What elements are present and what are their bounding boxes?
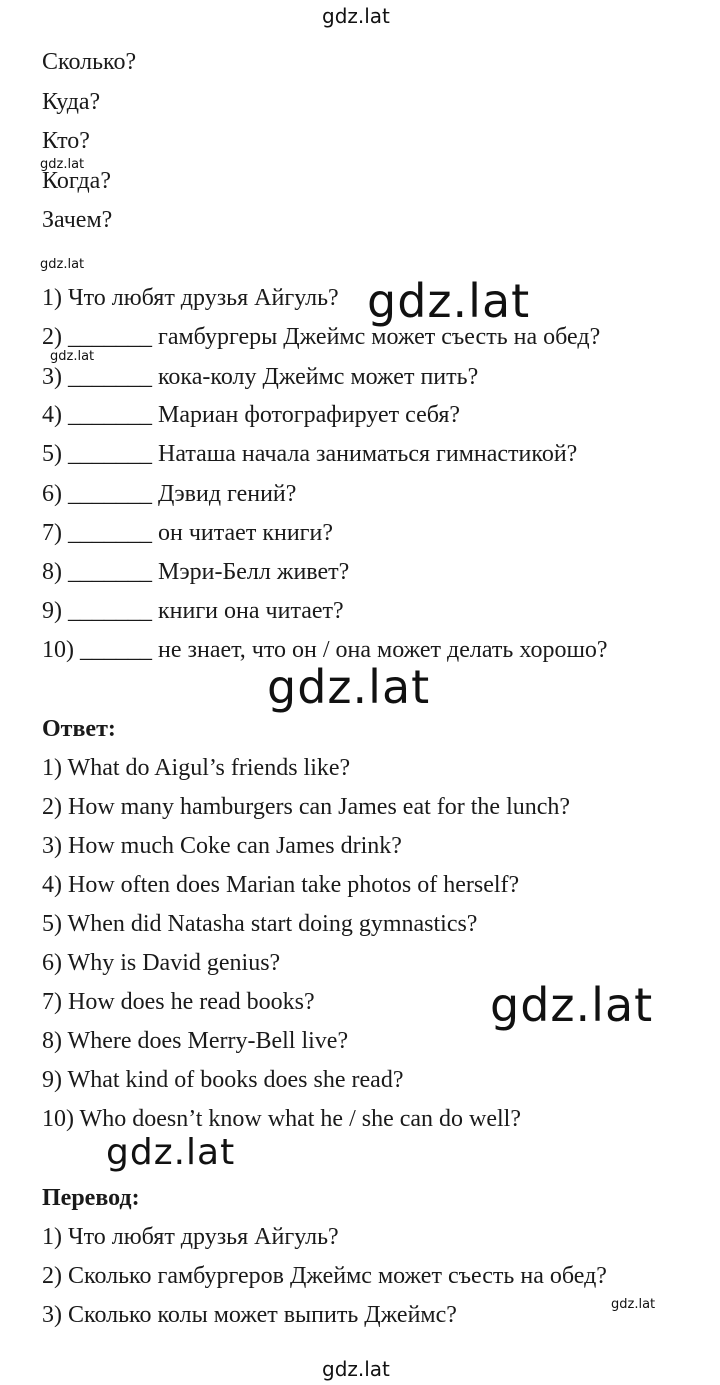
watermark-large-2: gdz.lat [267, 660, 431, 714]
watermark-large-4: gdz.lat [106, 1132, 236, 1173]
watermark-small-2: gdz.lat [40, 257, 85, 272]
answer-item: 6) Why is David genius? [42, 950, 281, 976]
question-word: Сколько? [42, 49, 137, 75]
question-word: Когда? [42, 168, 111, 194]
answer-item: 8) Where does Merry-Bell live? [42, 1028, 349, 1054]
exercise-item: 7) _______ он читает книги? [42, 520, 334, 546]
watermark-large-3: gdz.lat [490, 978, 654, 1032]
watermark-small-4: gdz.lat [611, 1297, 656, 1312]
exercise-item: 1) Что любят друзья Айгуль? [42, 285, 339, 311]
exercise-item: 4) _______ Мариан фотографирует себя? [42, 402, 461, 428]
watermark-top: gdz.lat [322, 4, 390, 28]
answer-item: 4) How often does Marian take photos of herself? [42, 872, 520, 898]
translation-item: 1) Что любят друзья Айгуль? [42, 1224, 339, 1250]
answer-item: 1) What do Aigul’s friends like? [42, 755, 351, 781]
answer-item: 3) How much Coke can James drink? [42, 833, 402, 859]
exercise-item: 5) _______ Наташа начала заниматься гимнастикой? [42, 441, 578, 467]
answer-heading: Ответ: [42, 716, 116, 742]
answer-item: 2) How many hamburgers can James eat for the lunch? [42, 794, 571, 820]
watermark-small-3: gdz.lat [50, 349, 95, 364]
exercise-item: 2) _______ гамбургеры Джеймс может съесть на обед? [42, 324, 601, 350]
translation-item: 3) Сколько колы может выпить Джеймс? [42, 1302, 457, 1328]
question-word: Куда? [42, 89, 101, 115]
answer-item: 5) When did Natasha start doing gymnastics? [42, 911, 478, 937]
exercise-item: 3) _______ кока-колу Джеймс может пить? [42, 364, 479, 390]
question-word: Кто? [42, 128, 90, 154]
translation-heading: Перевод: [42, 1185, 140, 1211]
answer-item: 7) How does he read books? [42, 989, 315, 1015]
answer-item: 9) What kind of books does she read? [42, 1067, 404, 1093]
exercise-item: 9) _______ книги она читает? [42, 598, 344, 624]
watermark-small-1: gdz.lat [40, 157, 85, 172]
exercise-item: 10) ______ не знает, что он / она может делать хорошо? [42, 637, 608, 663]
watermark-large-1: gdz.lat [367, 274, 531, 328]
exercise-item: 8) _______ Мэри-Белл живет? [42, 559, 350, 585]
translation-item: 2) Сколько гамбургеров Джеймс может съесть на обед? [42, 1263, 607, 1289]
exercise-item: 6) _______ Дэвид гений? [42, 481, 297, 507]
watermark-bottom: gdz.lat [322, 1357, 390, 1381]
question-word: Зачем? [42, 207, 113, 233]
answer-item: 10) Who doesn’t know what he / she can do well? [42, 1106, 522, 1132]
